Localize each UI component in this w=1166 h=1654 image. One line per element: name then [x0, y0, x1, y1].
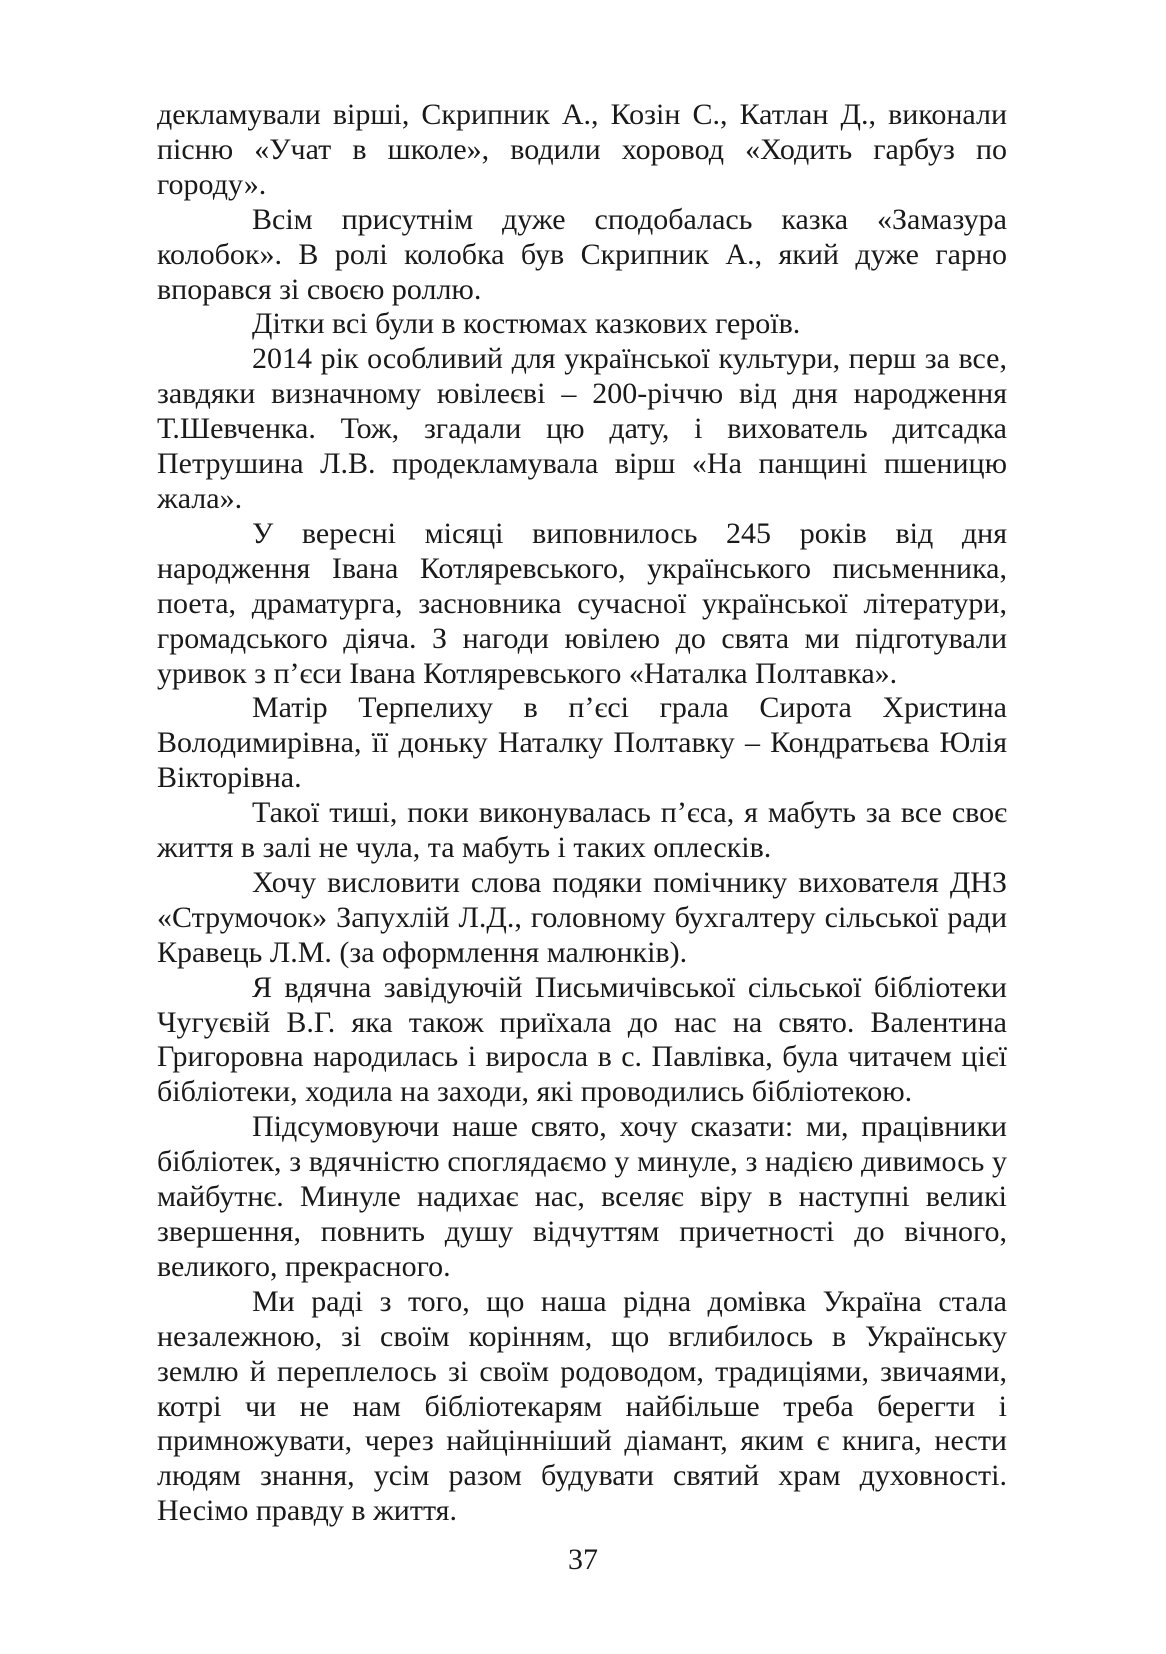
paragraph-6: Матір Терпелиху в п’єсі грала Сирота Христина Володимирівна, її доньку Наталку Полтавку – Кондратьєва Юлія Вікторівна.	[157, 691, 1007, 795]
paragraph-9: Я вдячна завідуючій Письмичівської сільської бібліотеки Чугуєвій В.Г. яка також приїхала до нас на свято. Валентина Григоровна народилась і виросла в с. Павлівка, була читачем цієї бібліотеки, ходила на заходи, які проводились бібліотекою.	[157, 970, 1007, 1109]
paragraph-3: Дітки всі були в костюмах казкових героїв.	[252, 307, 801, 341]
paragraph-1: декламували вірші, Скрипник А., Козін С., Катлан Д., виконали пісню «Учат в школе», водили хоровод «Ходить гарбуз по городу».	[157, 98, 1007, 201]
paragraph-2: Всім присутнім дуже сподобалась казка «Замазура колобок». В ролі колобка був Скрипник А., який дуже гарно впорався зі своєю роллю.	[157, 202, 1007, 306]
paragraph-4: 2014 рік особливий для української культури, перш за все, завдяки визначному ювілеєві – 200-річчю від дня народження Т.Шевченка. Тож, згадали цю дату, і вихователь дитсадка Петрушина Л.В. продекламувала вірш «На панщині пшеницю жала».	[157, 342, 1007, 515]
paragraph-5: У вересні місяці виповнилось 245 років від дня народження Івана Котляревського, українського письменника, поета, драматурга, засновника сучасної української літератури, громадського діяча. З нагоди ювілею до свята ми підготували уривок з п’єси Івана Котляревського «Наталка Полтавка».	[157, 516, 1007, 690]
paragraph-8: Хочу висловити слова подяки помічнику вихователя ДНЗ «Струмочок» Запухлій Л.Д., головному бухгалтеру сільської ради Кравець Л.М. (за оформлення малюнків).	[157, 865, 1007, 969]
body-text	[157, 98, 1007, 1529]
paragraph-11: Ми раді з того, що наша рідна домівка Україна стала незалежною, зі своїм корінням, що вглибилось в Українську землю й переплелось зі своїм родоводом, традиціями, звичаями, котрі чи не нам бібліотекарям найбільше треба берегти і примножувати, через найцінніший діамант, яким є книга, нести людям знання, усім разом будувати святий храм духовності. Несімо правду в життя.	[157, 1284, 1007, 1528]
paragraph-7: Такої тиші, поки виконувалась п’єса, я мабуть за все своє життя в залі не чула, та мабуть і таких оплесків.	[157, 796, 1007, 865]
paragraph-10: Підсумовуючи наше свято, хочу сказати: ми, працівники бібліотек, з вдячністю споглядаємо у минуле, з надією дивимось у майбутнє. Минуле надихає нас, вселяє віру в наступні великі звершення, повнить душу відчуттям причетності до вічного, великого, прекрасного.	[157, 1110, 1007, 1283]
page-number: 37	[568, 1543, 598, 1576]
